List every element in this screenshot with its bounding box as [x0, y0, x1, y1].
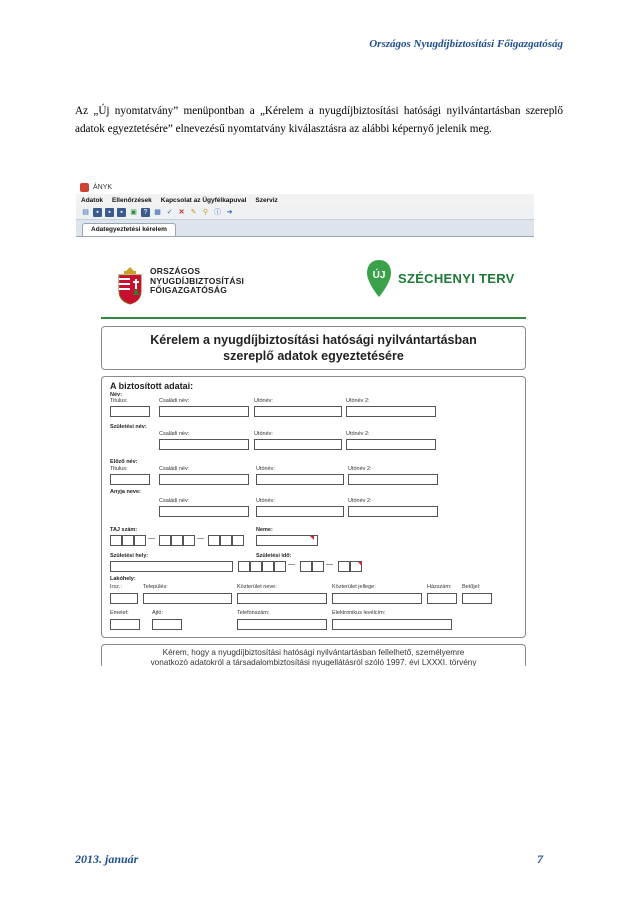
szul-ev-2[interactable] — [250, 561, 262, 572]
elozo-utonev-label: Utónév: — [256, 466, 275, 472]
email-input[interactable] — [332, 619, 452, 630]
telepules-label: Település: — [143, 584, 168, 590]
anyja-utonev-input[interactable] — [256, 506, 344, 517]
titulus-input[interactable] — [110, 406, 150, 417]
new-document-icon[interactable]: ▤ — [82, 209, 89, 216]
szuletesi-ido-label: Születési idő: — [256, 553, 292, 559]
szul-utonev2-label: Utónév 2: — [346, 431, 370, 437]
info-icon[interactable]: ⓘ — [214, 209, 221, 216]
taj-digit-4[interactable] — [159, 535, 171, 546]
kozterulet-neve-label: Közterület neve: — [237, 584, 277, 590]
anyja-utonev2-input[interactable] — [348, 506, 438, 517]
footer-date: 2013. január — [75, 852, 139, 866]
nev-label: Név: — [110, 392, 122, 398]
green-divider — [101, 317, 526, 319]
irsz-input[interactable] — [110, 593, 138, 604]
consent-line-1: Kérem, hogy a nyugdíjbiztosítási hatósági nyilvántartásban fellelhető, személyemre — [162, 648, 465, 657]
szul-ho-1[interactable] — [300, 561, 312, 572]
elozo-titulus-input[interactable] — [110, 474, 150, 485]
page-header: Országos Nyugdíjbiztosítási Főigazgatóság — [369, 38, 563, 50]
szuletesi-hely-label: Születési hely: — [110, 553, 149, 559]
szul-ev-4[interactable] — [274, 561, 286, 572]
print-icon[interactable]: ▦ — [154, 209, 161, 216]
anyja-neve-label: Anyja neve: — [110, 489, 141, 495]
app-icon — [80, 183, 89, 192]
email-label: Elektronikus levélcím: — [332, 610, 386, 616]
menu-bar — [76, 194, 534, 206]
taj-digit-8[interactable] — [220, 535, 232, 546]
kozterulet-neve-input[interactable] — [237, 593, 327, 604]
edit-icon[interactable]: ✎ — [190, 209, 197, 216]
taj-digit-6[interactable] — [183, 535, 195, 546]
szul-ev-3[interactable] — [262, 561, 274, 572]
elozo-csaladi-nev-label: Családi név: — [159, 466, 190, 472]
anyja-utonev-label: Utónév: — [256, 498, 275, 504]
neme-label: Neme: — [256, 527, 273, 533]
irsz-label: Irsz.: — [110, 584, 122, 590]
szul-ho-2[interactable] — [312, 561, 324, 572]
titulus-label: Titulus: — [110, 398, 128, 404]
elozo-nev-label: Előző név: — [110, 459, 138, 465]
org-line-1: ORSZÁGOS — [150, 266, 201, 276]
window-title: ÁNYK — [93, 183, 113, 191]
emelet-label: Emelet: — [110, 610, 129, 616]
open-icon[interactable]: ▪ — [117, 208, 126, 217]
telefonszam-label: Telefonszám: — [237, 610, 270, 616]
neme-required-marker — [310, 536, 314, 540]
save-all-icon[interactable]: ▪ — [105, 208, 114, 217]
org-line-2: NYUGDÍJBIZTOSÍTÁSI — [150, 275, 245, 286]
consent-box — [101, 644, 526, 666]
hazszam-input[interactable] — [427, 593, 457, 604]
neme-input[interactable] — [256, 535, 318, 546]
page-number: 7 — [537, 852, 543, 866]
telepules-input[interactable] — [143, 593, 232, 604]
szuletesi-hely-input[interactable] — [110, 561, 233, 572]
szul-csaladi-nev-input[interactable] — [159, 439, 249, 450]
taj-digit-9[interactable] — [232, 535, 244, 546]
betujel-label: Betűjel: — [462, 584, 481, 590]
emelet-input[interactable] — [110, 619, 140, 630]
taj-digit-7[interactable] — [208, 535, 220, 546]
szul-dash-2: — — [326, 561, 333, 568]
taj-digit-5[interactable] — [171, 535, 183, 546]
taj-label: TAJ szám: — [110, 527, 138, 533]
import-icon[interactable]: ▣ — [130, 209, 137, 216]
menu-adatok[interactable]: Adatok — [81, 196, 104, 204]
elozo-csaladi-nev-input[interactable] — [159, 474, 249, 485]
menu-szerviz[interactable]: Szerviz — [255, 196, 278, 204]
elozo-utonev2-input[interactable] — [348, 474, 438, 485]
help-book-icon[interactable]: ? — [141, 208, 150, 217]
ajto-label: Ajtó: — [152, 610, 164, 616]
szul-dash-1: — — [288, 561, 295, 568]
taj-dash-2: — — [197, 535, 204, 542]
utonev2-input[interactable] — [346, 406, 436, 417]
lakohely-label: Lakóhely: — [110, 576, 136, 582]
utonev-label: Utónév: — [254, 398, 273, 404]
taj-digit-1[interactable] — [110, 535, 122, 546]
consent-line-2: vonatkozó adatokról a társadalombiztosítási nyugellátásról szóló 1997. évi LXXXI. törvény — [150, 658, 477, 666]
elozo-titulus-label: Titulus: — [110, 466, 128, 472]
tab-adategyeztetes[interactable]: Adategyeztetési kérelem — [82, 223, 176, 236]
form-title-box — [101, 326, 526, 370]
hazszam-label: Házszám: — [427, 584, 452, 590]
coat-of-arms-icon — [114, 265, 146, 305]
attach-icon[interactable]: ⚲ — [202, 209, 209, 216]
utonev2-label: Utónév 2: — [346, 398, 370, 404]
form-title-line-1: Kérelem a nyugdíjbiztosítási hatósági nyilvántartásban — [150, 333, 477, 347]
anyja-utonev2-label: Utónév 2: — [348, 498, 372, 504]
kozterulet-jellege-label: Közterület jellege: — [332, 584, 376, 590]
kozterulet-jellege-input[interactable] — [332, 593, 422, 604]
csaladi-nev-input[interactable] — [159, 406, 249, 417]
section-title: A biztosított adatai: — [110, 381, 194, 391]
check-icon[interactable]: ✓ — [166, 209, 173, 216]
szul-utonev-label: Utónév: — [254, 431, 273, 437]
menu-kapcsolat[interactable]: Kapcsolat az Ügyfélkapuval — [160, 196, 247, 204]
taj-dash-1: — — [148, 535, 155, 542]
szul-csaladi-nev-label: Családi név: — [159, 431, 190, 437]
anyja-csaladi-nev-label: Családi név: — [159, 498, 190, 504]
insured-data-section — [101, 376, 526, 638]
taj-digit-2[interactable] — [122, 535, 134, 546]
szul-utonev-input[interactable] — [254, 439, 342, 450]
szul-nap-1[interactable] — [338, 561, 350, 572]
form-content — [76, 236, 534, 666]
szechenyi-badge: ÚJ — [372, 270, 386, 281]
menu-ellenorzesek[interactable]: Ellenőrzések — [112, 196, 152, 204]
szul-utonev2-input[interactable] — [346, 439, 436, 450]
anyja-csaladi-nev-input[interactable] — [159, 506, 249, 517]
elozo-utonev-input[interactable] — [256, 474, 344, 485]
tab-strip — [76, 220, 534, 236]
szechenyi-logo-text: SZÉCHENYI TERV — [398, 271, 515, 286]
szuletesi-nev-label: Születési név: — [110, 424, 147, 430]
exit-icon[interactable]: ➜ — [226, 209, 233, 216]
org-name — [150, 267, 244, 296]
taj-digit-3[interactable] — [134, 535, 146, 546]
org-line-3: FŐIGAZGATÓSÁG — [150, 285, 228, 295]
csaladi-nev-label: Családi név: — [159, 398, 190, 404]
close-icon[interactable]: ✕ — [178, 209, 185, 216]
elozo-utonev2-label: Utónév 2: — [348, 466, 372, 472]
betujel-input[interactable] — [462, 593, 492, 604]
utonev-input[interactable] — [254, 406, 342, 417]
title-bar — [76, 180, 534, 194]
application-window — [76, 180, 534, 666]
toolbar — [76, 206, 534, 220]
telefonszam-input[interactable] — [237, 619, 327, 630]
form-title-line-2: szereplő adatok egyeztetésére — [223, 349, 404, 363]
intro-paragraph: Az „Új nyomtatvány” menüpontban a „Kérelem a nyugdíjbiztosítási hatósági nyilvántartásban szereplő adatok egyeztetésére” elnevezésű nyomtatvány kiválasztásra az alábbi képernyő jelenik meg. — [75, 105, 563, 135]
szul-ev-1[interactable] — [238, 561, 250, 572]
szechenyi-pin-icon — [366, 259, 392, 299]
save-icon[interactable]: ▪ — [93, 208, 102, 217]
ajto-input[interactable] — [152, 619, 182, 630]
szul-ido-required-marker — [358, 562, 362, 566]
